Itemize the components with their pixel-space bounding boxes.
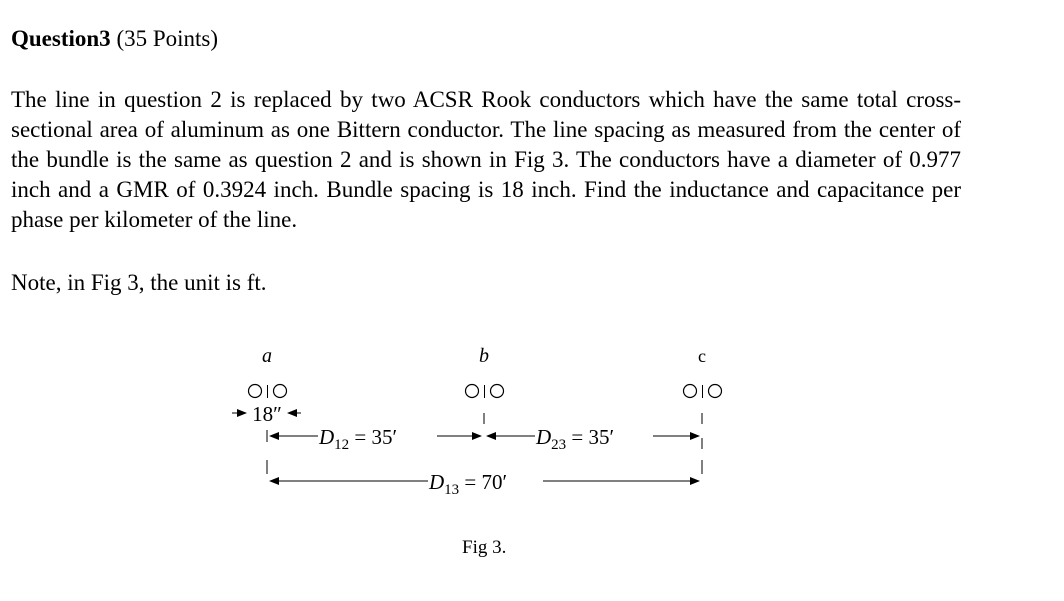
conductor-b1 <box>466 385 479 398</box>
d13-value: = 70′ <box>459 470 508 494</box>
phase-b-label: b <box>479 345 489 367</box>
d12-subscript: 12 <box>334 437 350 453</box>
bundle-a <box>249 385 287 399</box>
phase-c-label: c <box>698 346 706 366</box>
conductor-a2 <box>274 385 287 398</box>
question-line: The line in question 2 is replaced by two ACSR Rook conductors which have the same <box>11 87 849 112</box>
question-line: The conductors have a diameter of 0.977 inch and a GMR of 0.3924 inch. Bundle spacing <box>11 147 961 202</box>
question-line: measured from the center of the bundle is the same as question 2 and is shown in Fig 3. <box>11 117 962 172</box>
figure-caption: Fig 3. <box>462 537 507 558</box>
question-line: is 18 inch. Find the inductance and capacitance per phase per kilometer of the line. <box>11 177 962 232</box>
conductor-c2 <box>709 385 722 398</box>
d23-label <box>535 425 614 453</box>
d12-value: = 35′ <box>349 425 398 449</box>
question-line: total cross-sectional area of aluminum as one Bittern conductor. The line spacing as <box>11 87 962 142</box>
d23-subscript: 23 <box>551 437 567 453</box>
conductor-a1 <box>249 385 262 398</box>
d12-label <box>318 425 397 453</box>
conductor-b2 <box>491 385 504 398</box>
question-title: Question3 <box>11 26 111 51</box>
d23-value: = 35′ <box>566 425 615 449</box>
conductor-c1 <box>684 385 697 398</box>
d12-symbol: D <box>319 425 335 449</box>
unit-note: Note, in Fig 3, the unit is ft. <box>11 270 267 295</box>
d13-subscript: 13 <box>444 482 460 498</box>
bundle-c <box>684 385 722 399</box>
d13-symbol: D <box>429 470 445 494</box>
d13-label <box>428 470 507 498</box>
d23-symbol: D <box>536 425 552 449</box>
phase-a-label: a <box>262 345 272 367</box>
bundle-spacing-label: 18″ <box>252 402 282 426</box>
bundle-b <box>466 385 504 399</box>
question-points: (35 Points) <box>110 26 219 51</box>
